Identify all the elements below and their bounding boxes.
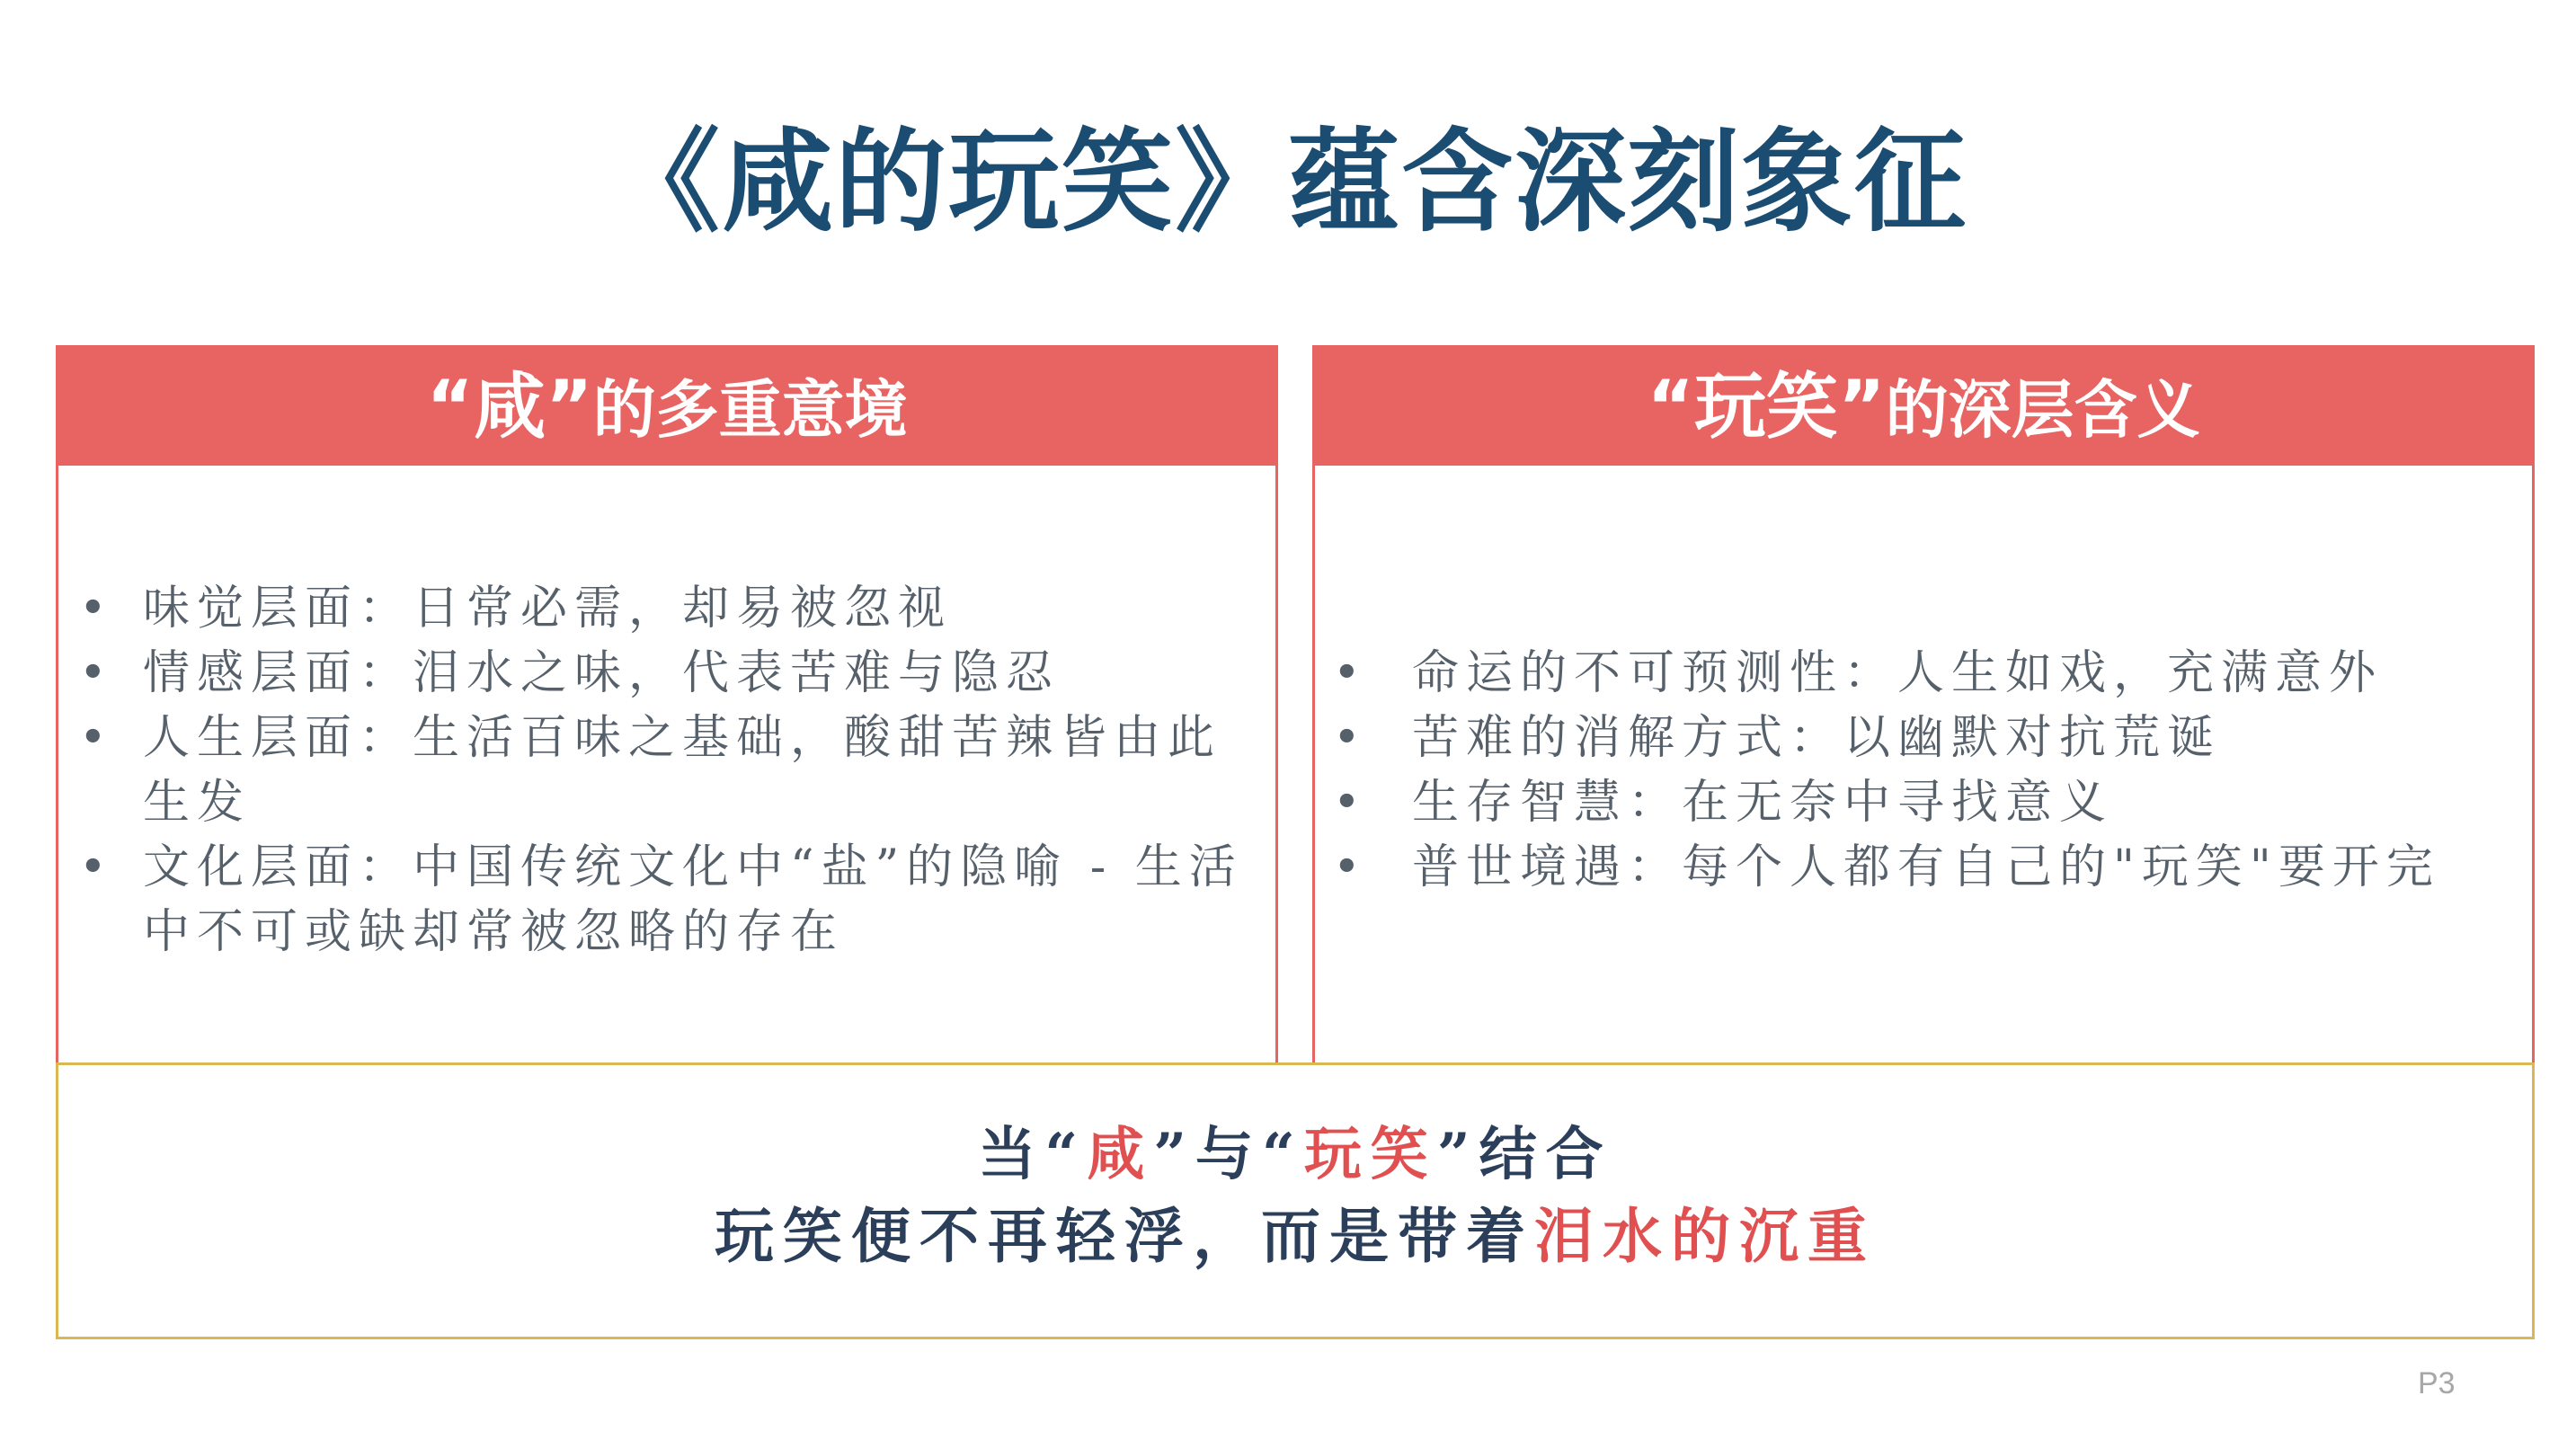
page-number: P3 (2418, 1366, 2456, 1400)
salty-bullet-list (58, 576, 1275, 965)
bullet-dot-icon: • (1333, 776, 1361, 830)
conclusion-line-1 (58, 1112, 2532, 1198)
joke-bullet-list (1315, 641, 2532, 900)
highlight-joke: 玩笑 (1303, 1121, 1437, 1188)
bullet-text: 文化层面：中国传统文化中“盐”的隐喻 - 生活中不可或缺却常被忽略的存在 (143, 840, 1243, 959)
salty-header-term: “咸” (426, 365, 593, 449)
conclusion-line-2 (58, 1193, 2532, 1279)
highlight-salty: 咸 (1087, 1121, 1154, 1188)
conclusion-box (56, 1062, 2535, 1339)
bullet-dot-icon: • (1333, 711, 1361, 765)
conclusion-text: ”与“ (1153, 1121, 1304, 1188)
conclusion-text: ”结合 (1436, 1121, 1612, 1188)
bullet-dot-icon: • (79, 711, 107, 765)
list-item (1315, 835, 2532, 900)
bullet-text: 味觉层面：日常必需，却易被忽视 (143, 582, 953, 636)
bullet-dot-icon: • (1333, 646, 1361, 700)
bullet-text: 人生层面：生活百味之基础，酸甜苦辣皆由此生发 (143, 711, 1222, 830)
bullet-dot-icon: • (79, 582, 107, 636)
salty-header-text: 的多重意境 (592, 373, 908, 447)
list-item (58, 641, 1275, 706)
conclusion-text: 当“ (978, 1121, 1088, 1188)
joke-header-text: 的深层含义 (1885, 373, 2200, 447)
joke-panel-header (1315, 348, 2532, 466)
list-item (1315, 770, 2532, 835)
list-item (58, 835, 1275, 965)
conclusion-text: 玩笑便不再轻浮，而是带着 (715, 1201, 1534, 1271)
joke-header-term: “玩笑” (1647, 365, 1886, 449)
bullet-text: 生存智慧：在无奈中寻找意义 (1412, 776, 2114, 830)
salty-meaning-panel (56, 345, 1278, 1065)
joke-meaning-panel (1312, 345, 2535, 1065)
salty-panel-header (58, 348, 1275, 466)
list-item (1315, 706, 2532, 770)
bullet-text: 普世境遇：每个人都有自己的"玩笑"要开完 (1412, 840, 2440, 894)
list-item (1315, 641, 2532, 706)
highlight-tears: 泪水的沉重 (1534, 1201, 1876, 1271)
bullet-dot-icon: • (1333, 840, 1361, 894)
list-item (58, 576, 1275, 641)
bullet-text: 命运的不可预测性：人生如戏，充满意外 (1412, 646, 2384, 700)
bullet-text: 情感层面：泪水之味，代表苦难与隐忍 (143, 646, 1061, 700)
slide-title: 《咸的玩笑》蕴含深刻象征 (608, 118, 1968, 247)
bullet-dot-icon: • (79, 840, 107, 894)
list-item (58, 706, 1275, 835)
bullet-text: 苦难的消解方式：以幽默对抗荒诞 (1412, 711, 2222, 765)
bullet-dot-icon: • (79, 646, 107, 700)
